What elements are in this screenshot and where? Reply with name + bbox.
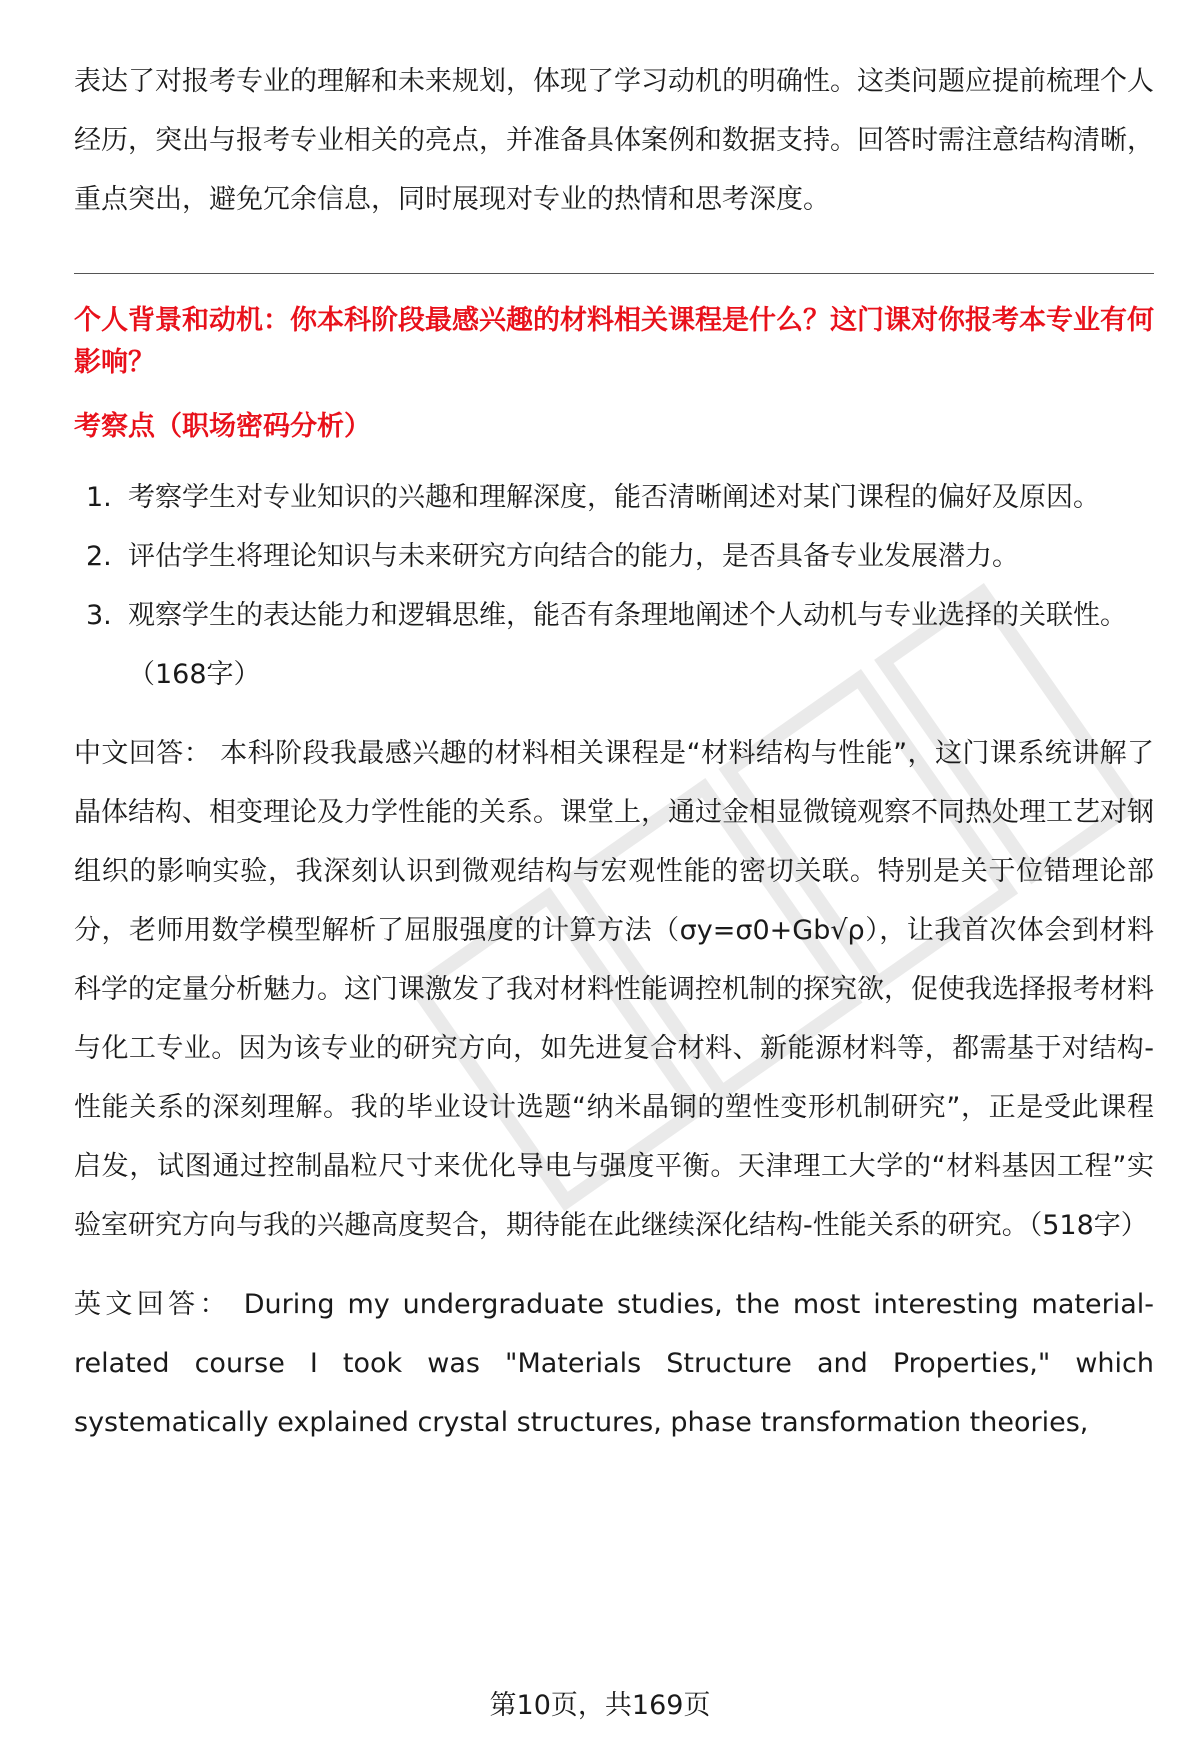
list-item-text: 评估学生将理论知识与未来研究方向结合的能力，是否具备专业发展潜力。 <box>128 541 1019 572</box>
section-title: 考察点（职场密码分析） <box>74 411 371 442</box>
list-item-text: 观察学生的表达能力和逻辑思维，能否有条理地阐述个人动机与专业选择的关联性。（168字） <box>128 600 1127 690</box>
question-heading: 个人背景和动机：你本科阶段最感兴趣的材料相关课程是什么？这门课对你报考本专业有何影响？ <box>74 305 1154 378</box>
chinese-answer <box>74 724 1154 1255</box>
chinese-answer-label: 中文回答： <box>74 738 212 769</box>
english-answer-text: During my undergraduate studies, the most interesting material-related course I took was "Materials Structure and Properties," which systematically explained crystal structures, phase transformation theories, <box>74 1289 1154 1438</box>
english-answer <box>74 1275 1154 1452</box>
list-item <box>74 468 1154 527</box>
list-number: 1. <box>86 482 112 513</box>
assessment-points-list <box>74 468 1154 704</box>
list-item-text: 考察学生对专业知识的兴趣和理解深度，能否清晰阐述对某门课程的偏好及原因。 <box>128 482 1100 513</box>
section-divider <box>74 273 1154 274</box>
list-item <box>74 527 1154 586</box>
english-answer-label: 英文回答： <box>74 1289 231 1320</box>
list-number: 3. <box>86 600 112 631</box>
list-item <box>74 586 1154 704</box>
intro-paragraph: 表达了对报考专业的理解和未来规划，体现了学习动机的明确性。这类问题应提前梳理个人经历，突出与报考专业相关的亮点，并准备具体案例和数据支持。回答时需注意结构清晰，重点突出，避免冗余信息，同时展现对专业的热情和思考深度。 <box>74 66 1154 215</box>
page-footer: 第10页，共169页 <box>489 1690 711 1721</box>
document-page <box>74 52 1154 1452</box>
chinese-answer-text: 本科阶段我最感兴趣的材料相关课程是“材料结构与性能”，这门课系统讲解了晶体结构、相变理论及力学性能的关系。课堂上，通过金相显微镜观察不同热处理工艺对钢组织的影响实验，我深刻认识到微观结构与宏观性能的密切关联。特别是关于位错理论部分，老师用数学模型解析了屈服强度的计算方法（σy=σ0+Gb√ρ），让我首次体会到材料科学的定量分析魅力。这门课激发了我对材料性能调控机制的探究欲，促使我选择报考材料与化工专业。因为该专业的研究方向，如先进复合材料、新能源材料等，都需基于对结构-性能关系的深刻理解。我的毕业设计选题“纳米晶铜的塑性变形机制研究”，正是受此课程启发，试图通过控制晶粒尺寸来优化导电与强度平衡。天津理工大学的“材料基因工程”实验室研究方向与我的兴趣高度契合，期待能在此继续深化结构-性能关系的研究。（518字） <box>74 738 1155 1241</box>
list-number: 2. <box>86 541 112 572</box>
